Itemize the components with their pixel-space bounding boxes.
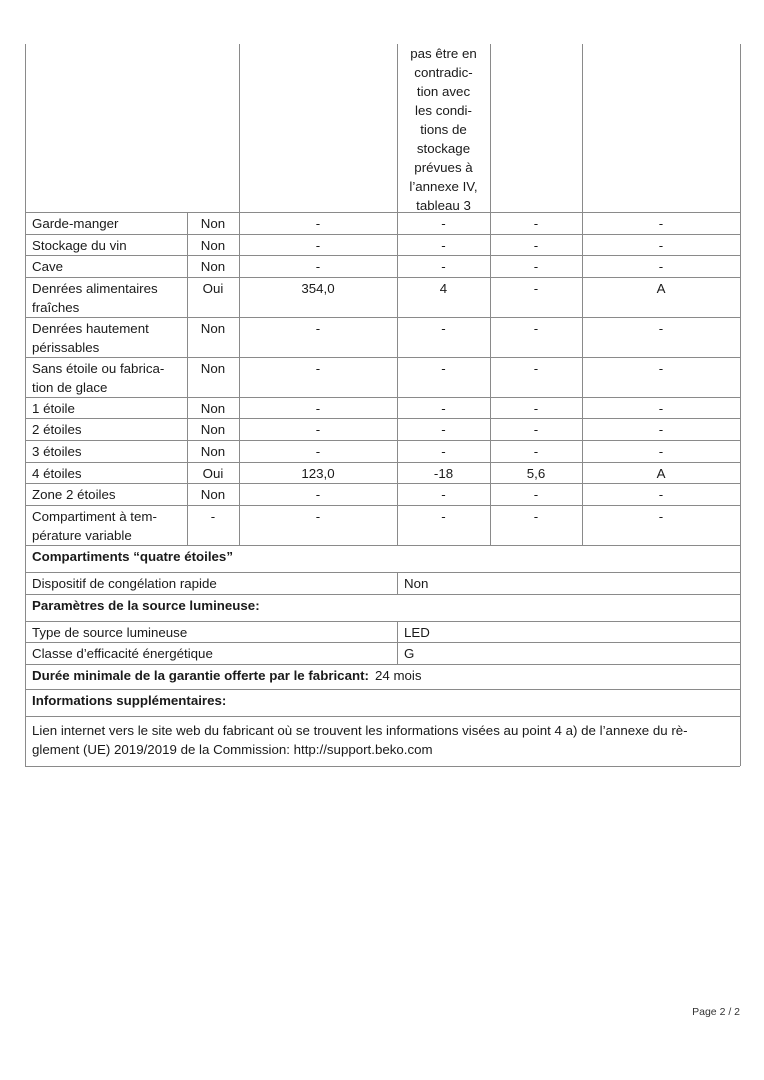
table-border (740, 418, 741, 440)
compartment-name (25, 397, 187, 419)
compartment-name-line: 2 étoiles (32, 422, 82, 438)
table-border (582, 277, 583, 317)
table-border (582, 397, 583, 419)
table-border (25, 462, 26, 484)
compartment-name (25, 357, 187, 397)
table-border (490, 255, 491, 277)
table-border (25, 317, 26, 357)
present-value: Non (200, 237, 226, 253)
climate-class-value: - (658, 237, 664, 253)
table-border (582, 418, 583, 440)
table-border (397, 317, 398, 357)
table-border (187, 418, 188, 440)
table-border (397, 505, 398, 545)
table-border (740, 462, 741, 484)
table-border (187, 212, 188, 234)
compartment-name (25, 462, 187, 484)
compartment-name-line: pérature variable (32, 527, 132, 543)
table-border (397, 642, 398, 664)
table-border (397, 483, 398, 505)
fast-freeze-value: Non (404, 575, 429, 591)
compartment-name-line: 1 étoile (32, 400, 75, 416)
table-border (187, 397, 188, 419)
table-border (397, 277, 398, 317)
climate-class-value: - (658, 422, 664, 438)
table-border (490, 212, 491, 234)
table-border (740, 642, 741, 664)
climate-class-value: - (658, 320, 664, 336)
energy-value: - (533, 487, 539, 503)
volume-value: - (315, 320, 321, 336)
temperature-value: - (441, 487, 446, 503)
temperature-value: - (441, 360, 446, 376)
present-value: Non (200, 444, 226, 459)
table-border (740, 234, 741, 256)
note-line: contradic- (414, 65, 473, 80)
table-border (740, 716, 741, 766)
temperature-value: - (441, 444, 446, 459)
present-value: Non (200, 422, 226, 438)
table-border (740, 212, 741, 234)
compartment-name-line: Denrées alimentaires (32, 280, 158, 296)
table-border (490, 44, 491, 212)
table-border (490, 234, 491, 256)
volume-value: - (315, 259, 321, 275)
table-border (490, 440, 491, 462)
table-border (397, 397, 398, 419)
table-border (582, 462, 583, 484)
table-border (490, 357, 491, 397)
table-border (397, 440, 398, 462)
compartment-name-line: tion de glace (32, 379, 108, 395)
table-border (582, 317, 583, 357)
table-border (582, 212, 583, 234)
table-border (397, 357, 398, 397)
note-line: prévues à (414, 160, 473, 175)
present-value: - (210, 508, 216, 524)
climate-class-value: A (656, 465, 666, 481)
table-border (239, 483, 240, 505)
volume-value: - (315, 360, 321, 376)
table-border (25, 621, 26, 643)
table-border (740, 44, 741, 212)
climate-class-value: A (656, 280, 666, 296)
table-border (740, 357, 741, 397)
present-value: Non (200, 400, 226, 416)
compartment-name (25, 212, 187, 234)
table-border (490, 397, 491, 419)
volume-value: - (315, 400, 321, 416)
compartment-name-line: Garde-manger (32, 216, 119, 231)
compartment-name (25, 255, 187, 277)
climate-class-value: - (658, 444, 664, 459)
table-border (187, 462, 188, 484)
table-border (239, 418, 240, 440)
table-border (25, 545, 26, 572)
table-border (740, 483, 741, 505)
volume-value: - (315, 444, 321, 459)
additional-info-line: glement (UE) 2019/2019 de la Commission: http://support.beko.com (32, 741, 433, 757)
light-source-header: Paramètres de la source lumineuse: (32, 597, 260, 613)
temperature-value: -18 (433, 465, 454, 481)
table-border (239, 505, 240, 545)
table-border (490, 505, 491, 545)
table-border (582, 234, 583, 256)
energy-value: - (533, 422, 539, 438)
table-border (239, 255, 240, 277)
compartment-name-line: périssables (32, 339, 100, 355)
table-border (239, 462, 240, 484)
table-border (239, 44, 240, 212)
temperature-value: - (441, 320, 446, 336)
table-border (239, 234, 240, 256)
table-border (490, 277, 491, 317)
present-value: Oui (202, 280, 224, 296)
table-border (239, 317, 240, 357)
note-line: les condi- (415, 103, 472, 118)
table-border (25, 397, 26, 419)
additional-info-line: Lien internet vers le site web du fabricant où se trouvent les informations visées au point 4 a) de l’annexe du rè- (32, 722, 688, 738)
note-line: pas être en (410, 46, 477, 61)
volume-value: - (315, 508, 321, 524)
energy-value: - (533, 280, 539, 296)
table-border (397, 255, 398, 277)
present-value: Non (200, 487, 226, 503)
table-border (25, 277, 26, 317)
energy-value: - (533, 400, 539, 416)
table-border (25, 689, 26, 716)
table-border (740, 594, 741, 621)
temperature-value: - (441, 400, 446, 416)
compartment-name-line: 3 étoiles (32, 444, 82, 459)
table-border (582, 44, 583, 212)
compartment-name (25, 418, 187, 440)
note-line: tion avec (416, 84, 471, 99)
light-class-label: Classe d’efficacité énergétique (32, 646, 213, 662)
four-star-header: Compartiments “quatre étoiles” (32, 548, 233, 564)
table-border (25, 44, 26, 212)
table-border (25, 234, 26, 256)
compartment-name-line: fraîches (32, 299, 80, 315)
light-type-label: Type de source lumineuse (32, 624, 188, 640)
table-border (740, 277, 741, 317)
table-border (239, 212, 240, 234)
table-border (25, 642, 26, 664)
additional-info-header: Informations supplémentaires: (32, 692, 227, 708)
table-border (25, 716, 26, 766)
page-number: Page 2 / 2 (692, 1006, 740, 1018)
table-border (582, 357, 583, 397)
temperature-value: - (441, 508, 446, 524)
energy-value: - (533, 216, 539, 231)
table-border (490, 317, 491, 357)
table-border (397, 212, 398, 234)
present-value: Non (200, 320, 226, 336)
storage-condition-note (397, 42, 490, 213)
table-border (25, 440, 26, 462)
table-border (25, 483, 26, 505)
table-border (187, 255, 188, 277)
table-border (25, 505, 26, 545)
table-border (239, 440, 240, 462)
compartment-name-line: Compartiment à tem- (32, 508, 157, 524)
table-border (25, 664, 26, 689)
table-border (187, 317, 188, 357)
table-border (740, 545, 741, 572)
table-border (25, 766, 740, 767)
compartment-name-line: Stockage du vin (32, 237, 127, 253)
energy-value: - (533, 320, 539, 336)
compartment-name-line: Cave (32, 259, 64, 275)
table-border (740, 317, 741, 357)
energy-value: 5,6 (526, 465, 546, 481)
climate-class-value: - (658, 216, 664, 231)
energy-value: - (533, 444, 539, 459)
table-border (490, 462, 491, 484)
temperature-value: - (441, 216, 446, 231)
climate-class-value: - (658, 400, 664, 416)
fast-freeze-label: Dispositif de congélation rapide (32, 575, 217, 591)
table-border (740, 505, 741, 545)
table-border (740, 572, 741, 594)
table-border (25, 357, 26, 397)
note-line: tions de (420, 122, 467, 137)
table-border (397, 234, 398, 256)
light-type-value: LED (404, 624, 430, 640)
table-border (239, 277, 240, 317)
table-border (239, 397, 240, 419)
present-value: Non (200, 360, 226, 376)
temperature-value: 4 (439, 280, 448, 296)
compartment-name-line: Sans étoile ou fabrica- (32, 360, 165, 376)
climate-class-value: - (658, 259, 664, 275)
compartment-name (25, 483, 187, 505)
energy-value: - (533, 360, 539, 376)
table-border (187, 234, 188, 256)
climate-class-value: - (658, 360, 664, 376)
table-border (582, 440, 583, 462)
energy-value: - (533, 508, 539, 524)
table-border (740, 440, 741, 462)
compartment-name (25, 440, 187, 462)
volume-value: - (315, 487, 321, 503)
table-border (582, 505, 583, 545)
table-border (187, 483, 188, 505)
energy-value: - (533, 259, 539, 275)
compartment-name-line: Denrées hautement (32, 320, 149, 336)
table-border (397, 621, 398, 643)
table-border (740, 255, 741, 277)
compartment-name-line: 4 étoiles (32, 465, 82, 481)
present-value: Non (200, 216, 226, 231)
compartment-name (25, 234, 187, 256)
table-border (187, 505, 188, 545)
table-border (187, 440, 188, 462)
table-border (25, 418, 26, 440)
table-border (25, 572, 26, 594)
volume-value: - (315, 237, 321, 253)
table-border (740, 397, 741, 419)
table-border (25, 212, 26, 234)
table-border (740, 621, 741, 643)
volume-value: - (315, 422, 321, 438)
volume-value: 123,0 (301, 465, 335, 481)
warranty-label: Durée minimale de la garantie offerte par le fabricant: (32, 667, 369, 683)
note-line: stockage (416, 141, 471, 156)
light-class-value: G (404, 646, 415, 662)
table-border (582, 483, 583, 505)
climate-class-value: - (658, 487, 664, 503)
compartment-name (25, 317, 187, 357)
volume-value: 354,0 (301, 280, 335, 296)
climate-class-value: - (658, 508, 664, 524)
present-value: Non (200, 259, 226, 275)
warranty-row (25, 664, 740, 689)
table-border (397, 462, 398, 484)
table-border (397, 572, 398, 594)
table-border (187, 277, 188, 317)
temperature-value: - (441, 237, 446, 253)
table-border (582, 255, 583, 277)
compartment-name (25, 505, 187, 545)
table-border (490, 483, 491, 505)
table-border (490, 418, 491, 440)
temperature-value: - (441, 259, 446, 275)
table-border (239, 357, 240, 397)
table-border (25, 594, 26, 621)
table-border (397, 418, 398, 440)
compartment-name (25, 277, 187, 317)
table-border (25, 255, 26, 277)
warranty-value: 24 mois (374, 667, 422, 683)
additional-info-text (25, 716, 740, 766)
temperature-value: - (441, 422, 446, 438)
energy-value: - (533, 237, 539, 253)
volume-value: - (315, 216, 321, 231)
table-border (740, 664, 741, 689)
present-value: Oui (202, 465, 224, 481)
note-line: tableau 3 (416, 198, 471, 213)
note-line: l’annexe IV, (409, 179, 478, 194)
table-border (740, 689, 741, 716)
table-border (187, 357, 188, 397)
compartment-name-line: Zone 2 étoiles (32, 487, 116, 503)
